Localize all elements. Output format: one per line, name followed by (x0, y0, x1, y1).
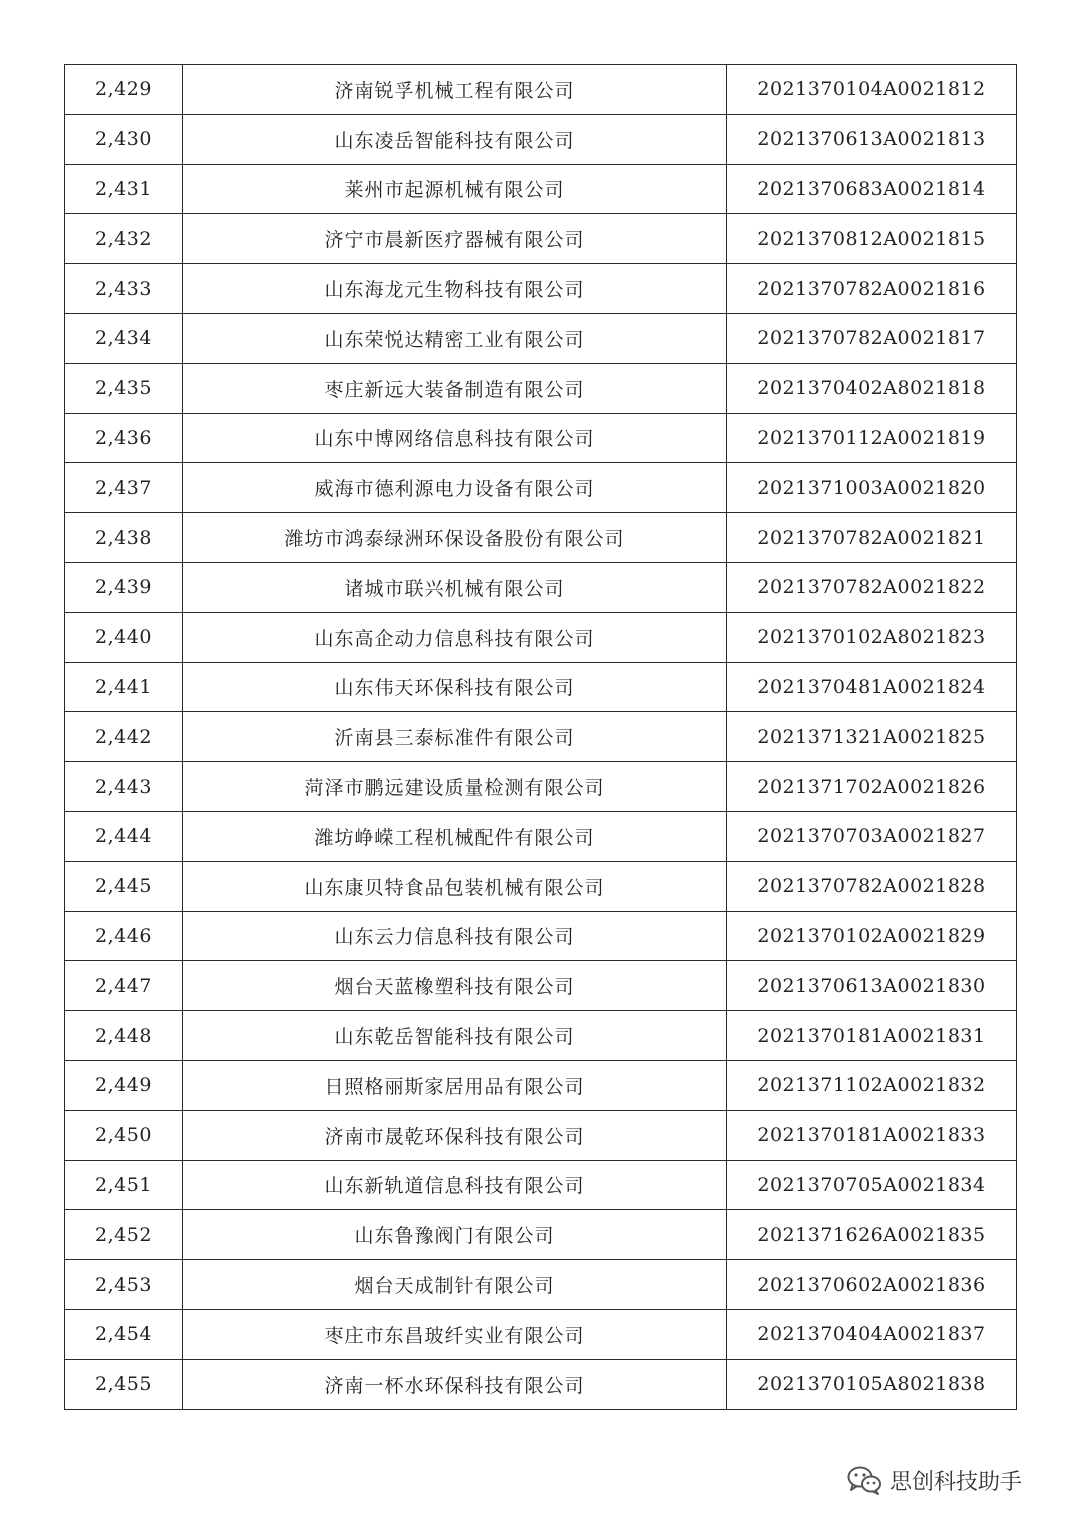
row-number-cell: 2,437 (65, 463, 183, 513)
table-row (65, 463, 1017, 513)
table-row (65, 562, 1017, 612)
row-number-cell: 2,436 (65, 413, 183, 463)
company-name-cell: 诸城市联兴机械有限公司 (183, 562, 727, 612)
table-row (65, 164, 1017, 214)
row-number-cell: 2,440 (65, 612, 183, 662)
row-number-cell: 2,454 (65, 1309, 183, 1359)
row-number-cell: 2,444 (65, 811, 183, 861)
company-name-cell: 山东荣悦达精密工业有限公司 (183, 313, 727, 363)
registration-code-cell: 2021370782A0021816 (727, 264, 1017, 314)
company-name-cell: 山东中博网络信息科技有限公司 (183, 413, 727, 463)
registration-code-cell: 2021371102A0021832 (727, 1060, 1017, 1110)
company-name-cell: 山东伟天环保科技有限公司 (183, 662, 727, 712)
wechat-icon (846, 1465, 882, 1495)
registration-code-cell: 2021371702A0021826 (727, 762, 1017, 812)
registration-code-cell: 2021370613A0021830 (727, 961, 1017, 1011)
registration-code-cell: 2021370404A0021837 (727, 1309, 1017, 1359)
table-row (65, 1160, 1017, 1210)
company-name-cell: 菏泽市鹏远建设质量检测有限公司 (183, 762, 727, 812)
row-number-cell: 2,451 (65, 1160, 183, 1210)
company-name-cell: 日照格丽斯家居用品有限公司 (183, 1060, 727, 1110)
company-name-cell: 山东海龙元生物科技有限公司 (183, 264, 727, 314)
registration-code-cell: 2021370112A0021819 (727, 413, 1017, 463)
registration-code-cell: 2021370181A0021831 (727, 1011, 1017, 1061)
row-number-cell: 2,443 (65, 762, 183, 812)
company-name-cell: 山东乾岳智能科技有限公司 (183, 1011, 727, 1061)
registry-table (64, 64, 1017, 1410)
row-number-cell: 2,438 (65, 513, 183, 563)
table-row (65, 961, 1017, 1011)
table-body (65, 65, 1017, 1410)
table-row (65, 762, 1017, 812)
row-number-cell: 2,429 (65, 65, 183, 115)
registration-code-cell: 2021370181A0021833 (727, 1110, 1017, 1160)
table-row (65, 214, 1017, 264)
company-name-cell: 枣庄新远大装备制造有限公司 (183, 363, 727, 413)
row-number-cell: 2,430 (65, 114, 183, 164)
table-row (65, 811, 1017, 861)
row-number-cell: 2,447 (65, 961, 183, 1011)
table-row (65, 363, 1017, 413)
row-number-cell: 2,431 (65, 164, 183, 214)
company-name-cell: 山东凌岳智能科技有限公司 (183, 114, 727, 164)
registration-code-cell: 2021370102A8021823 (727, 612, 1017, 662)
registration-code-cell: 2021370613A0021813 (727, 114, 1017, 164)
company-name-cell: 潍坊峥嵘工程机械配件有限公司 (183, 811, 727, 861)
registration-code-cell: 2021371321A0021825 (727, 712, 1017, 762)
registration-code-cell: 2021370104A0021812 (727, 65, 1017, 115)
table-row (65, 1060, 1017, 1110)
row-number-cell: 2,446 (65, 911, 183, 961)
table-row (65, 712, 1017, 762)
table-row (65, 313, 1017, 363)
registration-code-cell: 2021371626A0021835 (727, 1210, 1017, 1260)
watermark-text: 思创科技助手 (890, 1469, 1023, 1495)
registration-code-cell: 2021370683A0021814 (727, 164, 1017, 214)
company-name-cell: 烟台天蓝橡塑科技有限公司 (183, 961, 727, 1011)
row-number-cell: 2,435 (65, 363, 183, 413)
registration-code-cell: 2021371003A0021820 (727, 463, 1017, 513)
row-number-cell: 2,442 (65, 712, 183, 762)
table-row (65, 911, 1017, 961)
registration-code-cell: 2021370602A0021836 (727, 1260, 1017, 1310)
row-number-cell: 2,445 (65, 861, 183, 911)
table-row (65, 413, 1017, 463)
row-number-cell: 2,455 (65, 1359, 183, 1409)
registration-code-cell: 2021370105A8021838 (727, 1359, 1017, 1409)
row-number-cell: 2,439 (65, 562, 183, 612)
company-name-cell: 沂南县三泰标准件有限公司 (183, 712, 727, 762)
registration-code-cell: 2021370402A8021818 (727, 363, 1017, 413)
row-number-cell: 2,452 (65, 1210, 183, 1260)
company-name-cell: 威海市德利源电力设备有限公司 (183, 463, 727, 513)
company-name-cell: 莱州市起源机械有限公司 (183, 164, 727, 214)
row-number-cell: 2,449 (65, 1060, 183, 1110)
table-row (65, 65, 1017, 115)
table-row (65, 612, 1017, 662)
row-number-cell: 2,434 (65, 313, 183, 363)
table-row (65, 662, 1017, 712)
company-name-cell: 山东云力信息科技有限公司 (183, 911, 727, 961)
company-name-cell: 济南一杯水环保科技有限公司 (183, 1359, 727, 1409)
registration-code-cell: 2021370782A0021822 (727, 562, 1017, 612)
row-number-cell: 2,432 (65, 214, 183, 264)
company-name-cell: 山东康贝特食品包装机械有限公司 (183, 861, 727, 911)
table-row (65, 1359, 1017, 1409)
registration-code-cell: 2021370705A0021834 (727, 1160, 1017, 1210)
registration-code-cell: 2021370481A0021824 (727, 662, 1017, 712)
table-row (65, 1309, 1017, 1359)
table-row (65, 1260, 1017, 1310)
company-name-cell: 山东新轨道信息科技有限公司 (183, 1160, 727, 1210)
table-row (65, 1011, 1017, 1061)
row-number-cell: 2,450 (65, 1110, 183, 1160)
company-name-cell: 济南市晟乾环保科技有限公司 (183, 1110, 727, 1160)
row-number-cell: 2,453 (65, 1260, 183, 1310)
row-number-cell: 2,433 (65, 264, 183, 314)
company-name-cell: 济宁市晨新医疗器械有限公司 (183, 214, 727, 264)
registration-code-cell: 2021370102A0021829 (727, 911, 1017, 961)
registration-code-cell: 2021370782A0021821 (727, 513, 1017, 563)
registration-code-cell: 2021370812A0021815 (727, 214, 1017, 264)
table-row (65, 513, 1017, 563)
row-number-cell: 2,448 (65, 1011, 183, 1061)
company-name-cell: 烟台天成制针有限公司 (183, 1260, 727, 1310)
table-row (65, 264, 1017, 314)
row-number-cell: 2,441 (65, 662, 183, 712)
registration-code-cell: 2021370703A0021827 (727, 811, 1017, 861)
watermark (846, 1460, 1022, 1500)
company-name-cell: 枣庄市东昌玻纤实业有限公司 (183, 1309, 727, 1359)
company-name-cell: 济南锐孚机械工程有限公司 (183, 65, 727, 115)
table-row (65, 1110, 1017, 1160)
registration-code-cell: 2021370782A0021817 (727, 313, 1017, 363)
company-name-cell: 潍坊市鸿泰绿洲环保设备股份有限公司 (183, 513, 727, 563)
registry-table-container (64, 64, 1015, 1410)
table-row (65, 114, 1017, 164)
table-row (65, 1210, 1017, 1260)
table-row (65, 861, 1017, 911)
company-name-cell: 山东高企动力信息科技有限公司 (183, 612, 727, 662)
registration-code-cell: 2021370782A0021828 (727, 861, 1017, 911)
company-name-cell: 山东鲁豫阀门有限公司 (183, 1210, 727, 1260)
